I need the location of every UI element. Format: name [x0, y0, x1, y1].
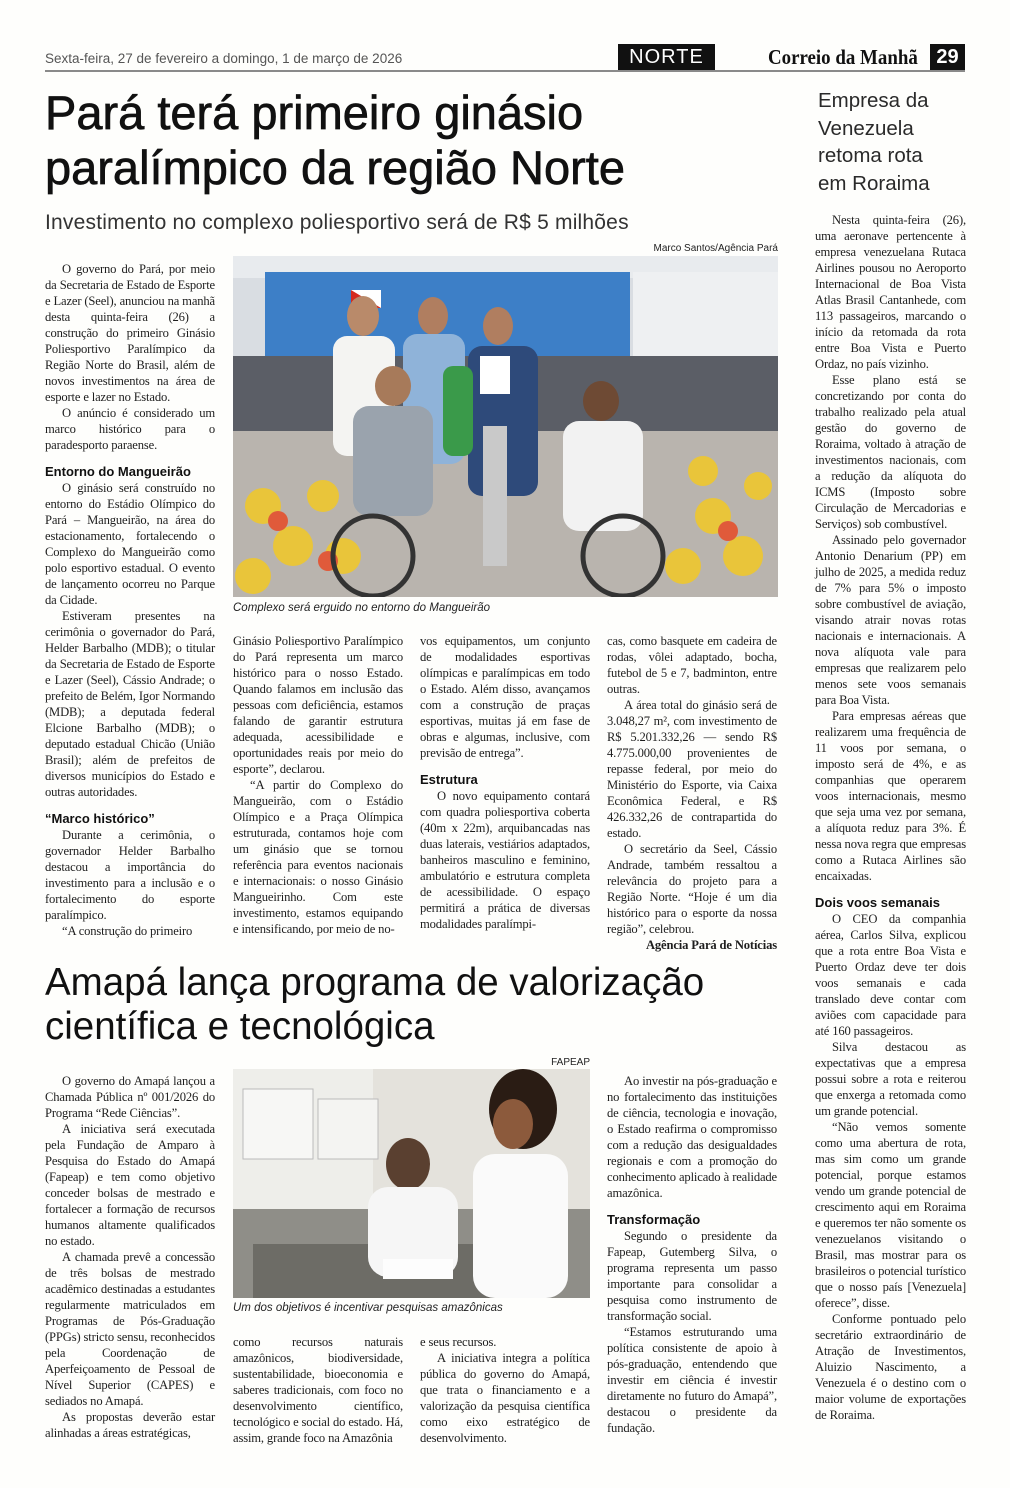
sidebar-body — [815, 212, 966, 1423]
paragraph: O novo equipamento contará com quadra poliesportiva coberta (40m x 22m), arquibancadas nas duas laterais, vestiários adaptados, banheiros masculino e feminino, ambulatório e estrutura completa de acessibilidade. O espaço permitirá a prática de diversas modalidades paralímpi- — [420, 789, 590, 931]
headline-line: Pará terá primeiro ginásio — [45, 86, 584, 139]
paragraph: A iniciativa integra a política pública do governo do Amapá, que trata o financiamento e a valorização da pesquisa científica como eixo estratégico de desenvolvimento. — [420, 1351, 590, 1445]
story2-column-4 — [607, 1073, 777, 1436]
story2-photo-caption: Um dos objetivos é incentivar pesquisas amazônicas — [233, 1302, 503, 1314]
story2-headline — [45, 961, 704, 1049]
headline-line: paralímpico da região Norte — [45, 141, 625, 194]
crosshead: “Marco histórico” — [45, 811, 155, 826]
paragraph: “Estamos estruturando uma política consistente de apoio à pós-graduação, entendendo que investir em ciência é investir diretamente no futuro do Amapá”, destacou o presidente da fundação. — [607, 1325, 777, 1435]
section-label: NORTE — [618, 44, 715, 70]
paragraph: Estiveram presentes na cerimônia o governador do Pará, Helder Barbalho (MDB); o titular da Secretaria de Estado de Esporte e Lazer (Seel), Cássio Andrade; o prefeito de Belém, Igor Normando (MDB); a deputada federal Elcione Barbalho (MDB); o deputado estadual Chicão (União Brasil); além de prefeitos de diversos municípios do Estado e outras autoridades. — [45, 609, 215, 799]
story1-photo-caption: Complexo será erguido no entorno do Mangueirão — [233, 602, 490, 614]
paragraph: O CEO da companhia aérea, Carlos Silva, explicou que a rota entre Boa Vista e Puerto Ordaz deve ter dois voos semanais e cada translado deve contar com aviões com capacidade para até 160 passageiros. — [815, 912, 966, 1038]
paragraph: A área total do ginásio será de 3.048,27 m², com investimento de R$ 5.201.332,26 — sendo R$ 4.775.000,00 provenientes de repasse federal, por meio do Ministério do Esporte, via Caixa Econômica Federal, e R$ 426.332,26 de contrapartida do estado. — [607, 698, 777, 840]
story1-headline — [45, 85, 805, 195]
paragraph: Conforme pontuado pelo secretário extraordinário de Atração de Investimentos, Aluizio Nascimento, a Venezuela é o destino com o maior volume de exportações de Roraima. — [815, 1312, 966, 1422]
paragraph: e seus recursos. — [420, 1335, 497, 1349]
paragraph: “A construção do primeiro — [62, 924, 193, 938]
laboratory-photo-illustration — [233, 1069, 590, 1298]
headline-line: Amapá lança programa de valorização — [45, 961, 705, 1004]
paragraph: O anúncio é considerado um marco histórico para o paradesporto paraense. — [45, 406, 215, 452]
paragraph: A chamada prevê a concessão de três bolsas de mestrado acadêmico destinadas a estudantes regularmente matriculados em Programas de Pós-Graduação (PPGs) stricto sensu, reconhecidos pela Coordenação de Aperfeiçoamento de Pessoal de Nível Superior (CAPES) e sediados no Amapá. — [45, 1250, 215, 1408]
edition-date: Sexta-feira, 27 de fevereiro a domingo, 1 de março de 2026 — [45, 51, 403, 66]
story1-column-3 — [420, 633, 590, 932]
byline-agency: Agência Pará de Notícias — [645, 938, 777, 952]
newspaper-masthead: Correio da Manhã — [768, 45, 918, 69]
story1-photo-credit: Marco Santos/Agência Pará — [653, 243, 778, 254]
paragraph: vos equipamentos, um conjunto de modalidades esportivas olímpicas e paralímpicas em todo o Estado. Além disso, avançamos com a construção de praças esportivas, muitas já em fase de obras e algumas, inclusive, com previsão de entrega”. — [420, 634, 590, 760]
crosshead: Dois voos semanais — [815, 895, 940, 910]
story1-column-2 — [233, 633, 403, 937]
crosshead: Transformação — [607, 1212, 701, 1227]
paragraph: O secretário da Seel, Cássio Andrade, também ressaltou a relevância do projeto para a Região Norte. “Hoje é um dia histórico para o esporte da nossa região”, celebrou. — [607, 842, 777, 936]
headline-line: científica e tecnológica — [45, 1005, 435, 1048]
paragraph: A iniciativa será executada pela Fundação de Amparo à Pesquisa do Estado do Amapá (Fapeap) e tem como objetivo conceder bolsas de mestrado e fortalecer a formação de recursos humanos altamente qualificados no estado. — [45, 1122, 215, 1248]
paragraph: Assinado pelo governador Antonio Denarium (PP) em julho de 2025, a medida reduz de 7% para 5% o imposto sobre combustível de aviação, visando atrair novas rotas nacionais e internacionais. A nova alíquota vale para empresas que realizarem pelo menos sete voos semanais para Boa Vista. — [815, 533, 966, 707]
paragraph: cas, como basquete em cadeira de rodas, vôlei adaptado, bocha, futebol de 5 e 7, badminton, entre outras. — [607, 634, 777, 696]
headline-line: retoma rota — [818, 144, 923, 168]
story2-column-1 — [45, 1073, 215, 1441]
paragraph: “Não vemos somente como uma abertura de rota, mas sim como um grande potencial, porque estamos vendo um grande potencial de crescimento aqui em Roraima e queremos ter não somente os venezuelanos visitando o Brasil, mas mostrar para os brasileiros o potencial turístico que o nosso país [Venezuela] oferece”, disse. — [815, 1120, 966, 1310]
paragraph: As propostas deverão estar alinhadas a áreas estratégicas, — [45, 1410, 215, 1440]
paragraph: como recursos naturais amazônicos, biodiversidade, sustentabilidade, bioeconomia e saberes tradicionais, com foco no desenvolvimento científico, tecnológico e social do estado. Há, assim, grande foco na Amazônia — [233, 1335, 403, 1445]
header-rule — [45, 70, 965, 72]
paragraph: Silva destacou as expectativas que a empresa possui sobre a rota e reiterou que enxerga a retomada como um grande potencial. — [815, 1040, 966, 1118]
story2-photo-credit: FAPEAP — [551, 1057, 590, 1068]
paragraph: Segundo o presidente da Fapeap, Gutemberg Silva, o programa representa um passo importante para consolidar a pesquisa como instrumento de transformação social. — [607, 1229, 777, 1323]
story2-column-3 — [420, 1334, 590, 1446]
sidebar-headline — [818, 87, 978, 197]
paragraph: Ginásio Poliesportivo Paralímpico do Pará representa um marco histórico para o nosso Estado. Quando falamos em inclusão das pessoas com deficiência, estamos falando de garantir estrutura adequada, acessibilidade e oportunidades reais por meio do esporte”, declarou. — [233, 634, 403, 776]
paragraph: Esse plano está se concretizando por conta do trabalho realizado pela atual gestão do governo de Roraima, voltado à atração de investimentos nacionais, com a redução da alíquota do ICMS (Imposto sobre Circulação de Mercadorias e Serviços) sob combustível. — [815, 373, 966, 531]
ceremony-photo-illustration — [233, 256, 778, 597]
paragraph: O ginásio será construído no entorno do Estádio Olímpico do Pará – Mangueirão, na área do estacionamento, fortalecendo o Complexo do Mangueirão como polo esportivo estadual. O evento de lançamento ocorreu no Parque da Cidade. — [45, 481, 215, 607]
paragraph: O governo do Amapá lançou a Chamada Pública nº 001/2026 do Programa “Rede Ciências”. — [45, 1074, 215, 1120]
headline-line: em Roraima — [818, 171, 930, 195]
story1-photo — [233, 256, 778, 597]
crosshead: Entorno do Mangueirão — [45, 464, 191, 479]
headline-line: Empresa da — [818, 89, 929, 112]
crosshead: Estrutura — [420, 772, 478, 787]
story1-subhead: Investimento no complexo poliesportivo será de R$ 5 milhões — [45, 211, 629, 234]
story1-column-4 — [607, 633, 777, 953]
story2-column-2 — [233, 1334, 403, 1446]
story1-column-1 — [45, 261, 215, 939]
story2-photo — [233, 1069, 590, 1298]
paragraph: Para empresas aéreas que realizarem uma frequência de 11 voos por semana, o imposto será de 4%, e as companhias que operarem voos internacionais, mesmo que seja uma vez por semana, a alíquota reduz para 3%. É nessa nova regra que empresas como a Rutaca Airlines são encaixadas. — [815, 709, 966, 883]
headline-line: Venezuela — [818, 116, 914, 140]
paragraph: Durante a cerimônia, o governador Helder Barbalho destacou a importância do investimento para a inclusão e o fortalecimento do esporte paralímpico. — [45, 828, 215, 922]
paragraph: Ao investir na pós-graduação e no fortalecimento das instituições de ciência, tecnologia e inovação, o Estado reafirma o compromisso com a redução das desigualdades regionais e com a promoção do conhecimento aplicado à realidade amazônica. — [607, 1074, 777, 1200]
paragraph: “A partir do Complexo do Mangueirão, com o Estádio Olímpico e a Praça Olímpica estruturada, contamos hoje com um ginásio que se tornou referência para eventos nacionais e internacionais: o nosso Ginásio Mangueirinho. Com este investimento, estamos equipando e intensificando, por meio de no- — [233, 778, 403, 936]
paragraph: O governo do Pará, por meio da Secretaria de Estado de Esporte e Lazer (Seel), anunciou na manhã desta quinta-feira (26) a construção do primeiro Ginásio Poliesportivo Paralímpico da Região Norte do Brasil, além de novos investimentos na área de esporte e lazer no Estado. — [45, 262, 215, 404]
page-number: 29 — [930, 44, 965, 70]
paragraph: Nesta quinta-feira (26), uma aeronave pertencente à empresa venezuelana Rutaca Airlines pousou no Aeroporto Internacional de Boa Vista Atlas Brasil Cantanhede, com 113 passageiros, marcando o início da retomada da rota entre Boa Vista e Puerto Ordaz, no país vizinho. — [815, 213, 966, 371]
